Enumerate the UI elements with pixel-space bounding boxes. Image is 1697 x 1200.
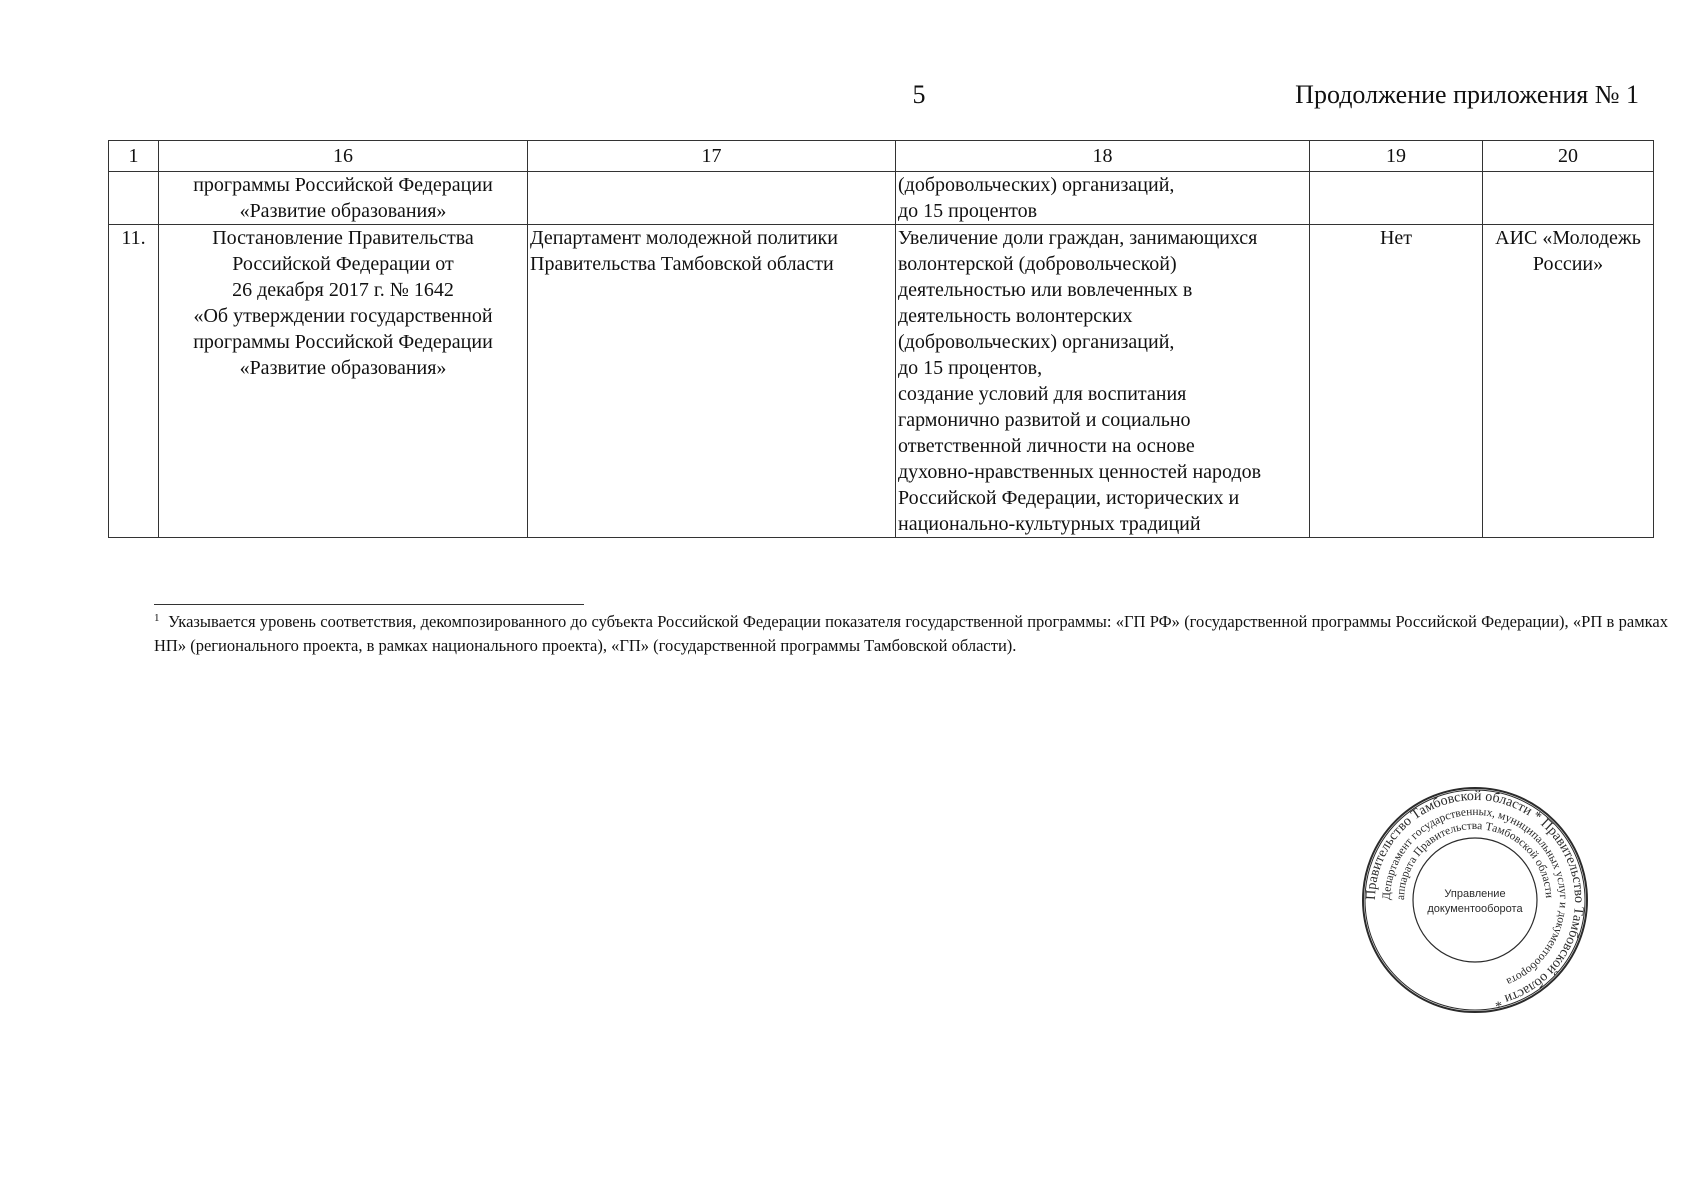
text-line: Постановление Правительства: [212, 227, 474, 249]
text-line: 26 декабря 2017 г. № 1642: [232, 279, 454, 301]
column-header-1: 1: [109, 141, 159, 172]
table-row-continuation: [109, 172, 1654, 225]
running-head: Продолжение приложения № 1: [1295, 80, 1639, 109]
text-line: программы Российской Федерации: [193, 331, 493, 353]
stamp-seal: [1360, 785, 1590, 1015]
stamp-inner-text: аппарата Правительства Тамбовской области: [1394, 819, 1556, 901]
column-header-19: 19: [1310, 141, 1483, 172]
cell-responsible: [528, 225, 896, 538]
text-line: (добровольческих) организаций,: [898, 331, 1175, 353]
stamp-center-line-1: Управление: [1444, 888, 1506, 900]
cell-responsible: [528, 172, 896, 225]
stamp-outer-text: Правительство Тамбовской области * Правительство Тамбовской области *: [1363, 788, 1587, 1010]
table-header-row: [109, 141, 1654, 172]
cell-number: 11.: [109, 225, 159, 538]
text-line: волонтерской (добровольческой): [898, 253, 1177, 275]
stamp-inner-ring: [1413, 838, 1537, 962]
cell-program-document: [159, 225, 528, 538]
text-line: Российской Федерации от: [232, 253, 454, 275]
column-header-20: 20: [1483, 141, 1654, 172]
text-line: «Развитие образования»: [239, 357, 447, 379]
text-line: России»: [1532, 253, 1604, 275]
footnote-marker: 1: [154, 612, 160, 624]
cell-program-document: [159, 172, 528, 225]
cell-c20: [1483, 225, 1654, 538]
text-line: создание условий для воспитания: [898, 383, 1187, 405]
text-line: Российской Федерации, исторических и: [898, 487, 1240, 509]
footnote: [154, 610, 1668, 658]
text-line: Правительства Тамбовской области: [530, 253, 834, 275]
footnote-text: Указывается уровень соответствия, декомпозированного до субъекта Российской Федерации показателя государственной программы: «ГП РФ» (государственной программы Российской Федерации), «РП в рамках НП» (регионального проекта, в рамках национального проекта), «ГП» (государственной программы Тамбовской области).: [154, 612, 1668, 655]
footnote-rule: [154, 604, 584, 605]
official-stamp: [1360, 785, 1590, 1015]
cell-indicator-link: [896, 225, 1310, 538]
text-line: (добровольческих) организаций,: [898, 174, 1175, 196]
cell-c19: [1310, 172, 1483, 225]
stamp-center-line-2: документооборота: [1427, 903, 1523, 915]
stamp-middle-text: Департамент государственных, муниципальных услуг и документооборота: [1380, 805, 1570, 988]
text-line: до 15 процентов,: [898, 357, 1043, 379]
text-line: деятельность волонтерских: [898, 305, 1133, 327]
text-line: АИС «Молодежь: [1495, 227, 1641, 249]
text-line: «Об утверждении государственной: [193, 305, 493, 327]
cell-c19: Нет: [1310, 225, 1483, 538]
cell-indicator-link: [896, 172, 1310, 225]
column-header-18: 18: [896, 141, 1310, 172]
text-line: до 15 процентов: [898, 200, 1038, 222]
page-number: 5: [912, 80, 926, 109]
indicator-table: [108, 140, 1654, 538]
cell-c20: [1483, 172, 1654, 225]
column-header-17: 17: [528, 141, 896, 172]
table-row-11: [109, 225, 1654, 538]
text-line: духовно-нравственных ценностей народов: [898, 461, 1262, 483]
column-header-16: 16: [159, 141, 528, 172]
cell-number: [109, 172, 159, 225]
text-line: Департамент молодежной политики: [530, 227, 838, 249]
text-line: «Развитие образования»: [239, 200, 447, 222]
text-line: ответственной личности на основе: [898, 435, 1195, 457]
text-line: программы Российской Федерации: [193, 174, 493, 196]
text-line: деятельностью или вовлеченных в: [898, 279, 1193, 301]
text-line: гармонично развитой и социально: [898, 409, 1191, 431]
text-line: Увеличение доли граждан, занимающихся: [898, 227, 1258, 249]
text-line: национально-культурных традиций: [898, 513, 1201, 535]
